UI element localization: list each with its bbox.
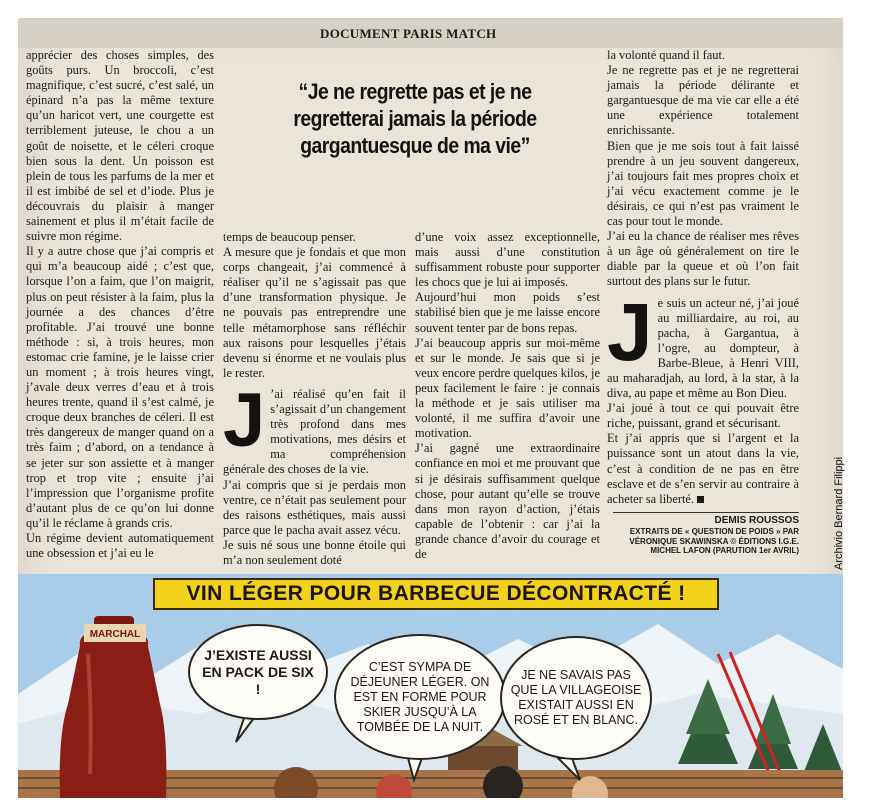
paragraph: J’ai joué à tout ce qui pouvait être riche, puissant, grand et sécurisant. — [607, 401, 799, 431]
paragraph: J’ai gagné une extraordinaire confiance en moi et me prouvant que si je désirais suffisamment quelque chose, pour autant qu’elle se trouve dans mon rayon d’action, j’étais capable de l’obtenir : car j’ai la grande chance d’avoir du courage et de — [415, 441, 600, 561]
paragraph: J’ai beaucoup appris sur moi-même et sur le monde. Je sais que si je veux encore perdre quelques kilos, je peux facilement le faire : je connais la méthode et je sais utiliser ma volonté, il me suffira d’avoir une motivation. — [415, 335, 600, 441]
drop-cap: J — [223, 377, 266, 463]
credit-line: EXTRAITS DE « QUESTION DE POIDS » PAR — [629, 527, 799, 536]
paragraph: apprécier des choses simples, des goûts purs. Un broccoli, c’est magnifique, c’est sucré, c’est salé, un épinard n’a pas la même texture qu’un haricot vert, une courgette est terriblement juteuse, le chou a un goût de noisette, et le céleri croque bien sous la dent. Un poisson est plein de tous les parfums de la mer et il est imbibé de sel et d’iode. Plus je découvrais du plaisir à manger sainement et plus il m’était facile de suivre mon régime. — [26, 48, 214, 244]
paragraph: J’ai eu la chance de réaliser mes rêves à un âge où généralement on tire le diable par la queue et où l’on fait surtout des plans sur le futur. — [607, 229, 799, 289]
paragraph: Aujourd’hui mon poids s’est stabilisé bien que je me laisse encore souvent tenter par de bons repas. — [415, 290, 600, 335]
paragraph: Je ne regrette pas et je ne regretterai jamais la période délirante et gargantuesque de ma vie car elle a été une expérience totalement enrichissante. — [607, 63, 799, 138]
speech-bubble: C’EST SYMPA DE DÉJEUNER LÉGER. ON EST EN FORME POUR SKIER JUSQU’À LA TOMBÉE DE LA NUIT. — [334, 634, 506, 760]
ad-banner: VIN LÉGER POUR BARBECUE DÉCONTRACTÉ ! — [153, 578, 719, 610]
wine-advertisement — [18, 574, 843, 798]
paragraph — [223, 377, 406, 478]
article-column-4 — [607, 48, 799, 507]
paragraph: J’ai compris que si je perdais mon ventre, ce n’était pas seulement pour des raisons esthétiques, mais aussi parce que le pacha avait assez vécu. — [223, 477, 406, 537]
speech-bubble: JE NE SAVAIS PAS QUE LA VILLAGEOISE EXISTAIT AUSSI EN ROSÉ ET EN BLANC. — [500, 636, 652, 760]
speech-bubble: J’EXISTE AUSSI EN PACK DE SIX ! — [188, 624, 328, 720]
drop-cap: J — [607, 286, 653, 378]
section-header: DOCUMENT PARIS MATCH — [320, 26, 497, 41]
credit-line: MICHEL LAFON (PARUTION 1er AVRIL) — [650, 546, 799, 555]
paragraph-text: e suis un acteur né, j’ai joué au milliardaire, au roi, au pacha, à Gargantua, à l’ogre, au dompteur, à Barbe-Bleue, à Henri VIII, au maharadjah, au lord, à la star, à la diva, au pape et même au Bon Dieu. — [607, 295, 799, 401]
bottle-label: MARCHAL — [89, 629, 141, 640]
credit-line: VÉRONIQUE SKAWINSKA © ÉDITIONS I.G.E. — [629, 536, 799, 546]
end-mark-icon — [697, 496, 704, 503]
paragraph: d’une voix assez exceptionnelle, mais aussi d’une constitution suffisamment robuste pour supporter les chocs que je lui ai imposés. — [415, 230, 600, 290]
paragraph: Il y a autre chose que j’ai compris et qui m’a beaucoup aidé ; c’est que, lorsque l’on a faim, que l’on maigrit, plus on peut résister à la faim, plus la journée a des chances d’être profitable. J’ai trouvé une bonne méthode : si, à trois heures, mon estomac crie famine, je le laisse crier un moment ; à trois heures vingt, j’avale deux verres d’eau et à trois heures trente, quand il s’est calmé, je croque deux branches de céleri. Il est très dangereux de manger quand on a très faim ; d’abord, on a tendance à se jeter sur son assiette et à manger trop et trop vite ; ensuite j’ai l’impression que l’organisme profite d’autant plus de ce qu’on lui donne qu’il le réclame à grands cris. — [26, 244, 214, 530]
author-byline: DEMIS ROUSSOS — [613, 512, 799, 526]
excerpt-credits — [613, 527, 799, 556]
paragraph — [607, 431, 799, 506]
paragraph-text: ’ai réalisé qu’en fait il s’agissait d’un changement très profond dans mes motivations, mes désirs et ma compréhension générale des choses de la vie. — [223, 386, 406, 477]
paragraph: A mesure que je fondais et que mon corps changeait, j’ai commencé à réaliser qu’il ne s’agissait pas que d’une transformation physique. Je ne pouvais pas entreprendre une telle métamorphose sans réfléchir aux raisons pour lesquelles j’étais devenu si énorme et ne voulais plus le rester. — [223, 245, 406, 380]
paragraph: la volonté quand il faut. — [607, 48, 726, 62]
pull-quote: “Je ne regrette pas et je ne regretterai jamais la période gargantuesque de ma vie” — [293, 79, 537, 158]
paragraph: temps de beaucoup penser. — [223, 230, 356, 244]
archive-credit: Archivio Bernard Filippi — [833, 456, 845, 570]
paragraph — [607, 286, 799, 402]
article-column-2 — [223, 230, 406, 568]
paragraph-text: Et j’ai appris que si l’argent et la puissance sont un atout dans la vie, c’est à condition de ne pas en être esclave et de s’en servir au contraire à acheter sa liberté. — [607, 431, 799, 506]
article-column-1 — [26, 48, 214, 561]
magazine-page — [18, 18, 843, 798]
paragraph: Je suis né sous une bonne étoile qui m’a non seulement doté — [223, 537, 406, 567]
paragraph: Un régime devient automatiquement une obsession et j’ai eu le — [26, 531, 214, 561]
paragraph: Bien que je me sois tout à fait laissé prendre à un jeu souvent dangereux, j’ai toujours fait mes propres choix et j’ai vécu exactement comme je le désirais, ce qui n’est pas vraiment le cas pour tout le monde. — [607, 138, 799, 229]
article-column-3 — [415, 230, 600, 562]
